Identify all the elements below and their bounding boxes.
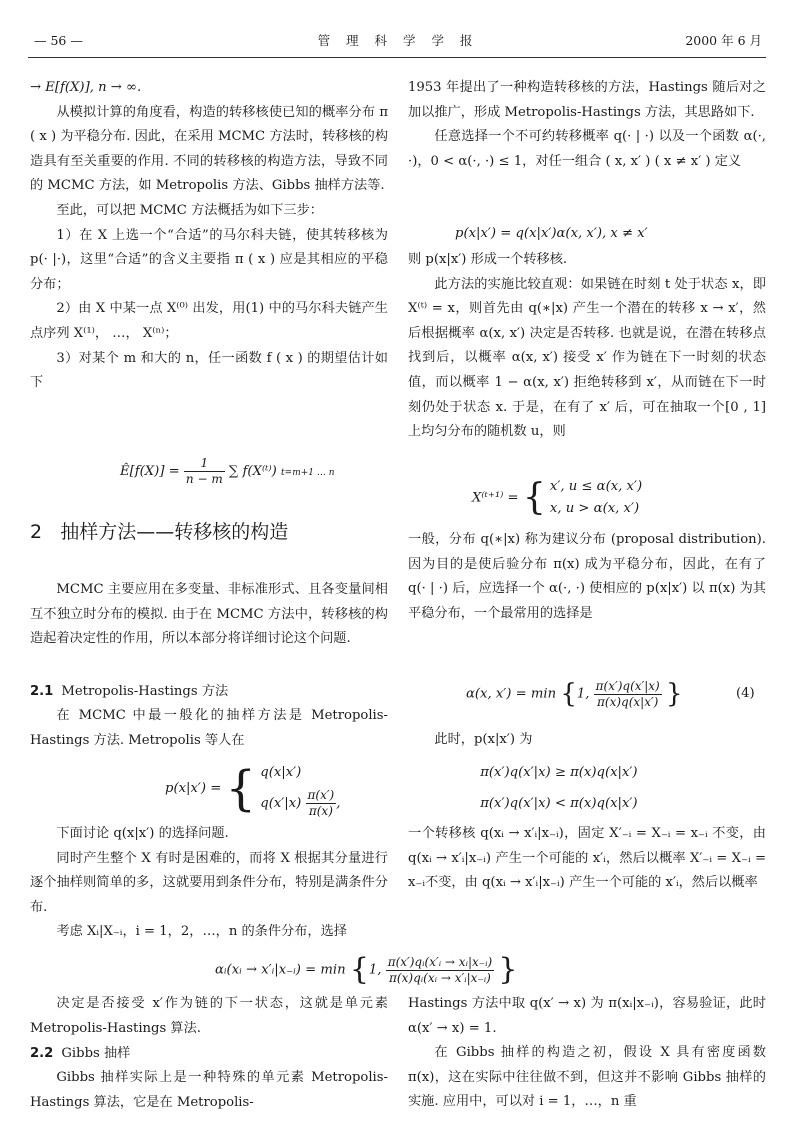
- left-column-mh: [30, 704, 388, 753]
- paragraph: 在 MCMC 中最一般化的抽样方法是 Metropolis-Hastings 方法. Metropolis 等人在: [30, 708, 388, 748]
- paragraph: Gibbs 抽样实际上是一种特殊的单元素 Metropolis-Hastings 算法，它是在 Metropolis-: [30, 1070, 388, 1110]
- paragraph: → E[f(X)], n → ∞.: [30, 80, 142, 95]
- summation-limits: t=m+1 … n: [281, 468, 335, 478]
- subsection-heading: 2.1 Metropolis-Hastings 方法: [30, 684, 229, 699]
- paragraph: 至此，可以把 MCMC 方法概括为如下三步：: [56, 202, 323, 218]
- journal-title: 管 理 科 学 学 报: [317, 33, 479, 48]
- left-column-lower: [30, 822, 388, 945]
- page-number: — 56 —: [34, 33, 83, 48]
- paragraph: 此时，p(x|x′) 为: [434, 732, 533, 747]
- section-heading: 2 抽样方法——转移核的构造: [30, 521, 289, 543]
- equation-number: (4): [736, 686, 755, 701]
- fraction: $\frac{\pi(x')q(x'|x)}{\pi(x)q(x|x')}$: [595, 678, 660, 709]
- paragraph: 一个转移核 q(xᵢ → x′ᵢ|x₋ᵢ)，固定 X′₋ᵢ = X₋ᵢ = x₋ᵢ 不变，由 q(xᵢ → x′ᵢ|x₋ᵢ) 产生一个可能的 x′ᵢ，然后以概率 X′₋ᵢ = X₋ᵢ = x₋ᵢ不变，由 q(xᵢ → x′ᵢ|x₋ᵢ) 产生一个可能的 x′ᵢ，然后以概率: [408, 826, 766, 891]
- left-column-section2: [30, 578, 388, 652]
- subsection-heading: 2.2 Gibbs 抽样: [30, 1046, 131, 1061]
- paragraph: 1953 年提出了一种构造转移核的方法，Hastings 随后对之加以推广，形成 Metropolis-Hastings 方法，其思路如下.: [408, 80, 766, 120]
- estimator-equation: [120, 456, 335, 487]
- paragraph: 在 Gibbs 抽样的构造之初，假设 X 具有密度函数 π(x)，这在实际中往往做不到，但这并不影响 Gibbs 抽样的实施. 应用中，可以对 i = 1，…，n 重: [408, 1045, 766, 1110]
- paragraph: MCMC 主要应用在多变量、非标准形式、且各变量间相互不独立时分布的模拟. 由于在 MCMC 方法中，转移核的构造起着决定性的作用，所以本部分将详细讨论这个问题.: [30, 582, 388, 647]
- update-rule-equation: X⁽ᵗ⁺¹⁾ = { x′, u ≤ α(x, x′) x, u > α(x, x′): [472, 477, 643, 518]
- header-rule: [28, 57, 766, 58]
- list-item: 3）对某个 m 和大的 n，任一函数 f ( x ) 的期望估计如下: [30, 350, 388, 391]
- right-column: [408, 76, 766, 174]
- paragraph: 决定是否接受 x′作为链的下一状态，这就是单元素 Metropolis-Hastings 算法.: [30, 996, 388, 1036]
- single-component-acceptance-equation: αᵢ(xᵢ → x′ᵢ|x₋ᵢ) = min {1, $\frac{\text{π(x′)qᵢ(x′ᵢ → xᵢ|x₋ᵢ)}}{\text{π(x)qᵢ(xᵢ → x′ᵢ|x₋ᵢ)}}$ }: [215, 952, 518, 987]
- paragraph: 任意选择一个不可约转移概率 q(· | ·) 以及一个函数 α(·, ·)，0 < α(·, ·) ≤ 1，对任一组合 ( x, x′ ) ( x ≠ x′ ) 定义: [408, 129, 766, 169]
- left-column-bottom: [30, 992, 388, 1041]
- equation-lhs: Ê[f(X)] =: [120, 464, 180, 479]
- right-column-then: [408, 728, 766, 753]
- fraction: $\frac{\text{π(x′)qᵢ(x′ᵢ → xᵢ|x₋ᵢ)}}{\text{π(x)qᵢ(xᵢ → x′ᵢ|x₋ᵢ)}}$: [387, 954, 493, 985]
- right-column-cont: [408, 248, 766, 445]
- right-column-proposal: [408, 528, 766, 626]
- paragraph: 此方法的实施比较直观：如果链在时刻 t 处于状态 x，即 X⁽ᵗ⁾ = x，则首先由 q(∗|x) 产生一个潜在的转移 x → x′，然后根据概率 α(x, x′) 决定是否转移. 也就是说，在潜在转移点找到后，以概率 α(x, x′) 接受 x′ 作为链在下一时刻的状态值，而以概率 1 − α(x, x′) 拒绝转移到 x′，从而链在下一时刻仍处于状态 x. 于是，在有了 x′ 后，可在抽取一个[0 , 1] 上均匀分布的随机数 u，则: [408, 276, 766, 440]
- kernel-piecewise-equation: p(x|x′) = { q(x|x′) π(x′)q(x′|x) ≥ π(x)q(x|x′) q(x′|x) $\frac{\pi(x')}{\pi(x)}$ , π(x′)q(x′|x) < π(x)q(x|x′): [165, 760, 638, 818]
- list-item: 1）在 X 上选一个“合适”的马尔科夫链，使其转移核为 p(· |·)，这里“合适”的含义主要指 π ( x ) 应是其相应的平稳分布；: [30, 227, 388, 292]
- paragraph: Hastings 方法中取 q(x′ → x) 为 π(xᵢ|x₋ᵢ)，容易验证，此时 α(x′ → x) = 1.: [408, 996, 766, 1036]
- fraction: $\frac{1}{n - m}$: [185, 456, 223, 486]
- list-item: 2）由 X 中某一点 X⁽⁰⁾ 出发，用(1) 中的马尔科夫链产生点序列 X⁽¹⁾， …， X⁽ⁿ⁾；: [30, 301, 388, 341]
- paragraph: 同时产生整个 X 有时是困难的，而将 X 根据其分量进行逐个抽样则简单的多，这就要用到条件分布，特别是满条件分布.: [30, 850, 388, 915]
- summation: ∑ f(X⁽ᵗ⁾): [228, 464, 277, 479]
- right-column-lower: [408, 822, 766, 896]
- acceptance-equation: α(x, x′) = min {1, $\frac{\pi(x')q(x'|x)}{\pi(x)q(x|x')}$ }: [466, 678, 683, 709]
- right-column-bottom: [408, 992, 766, 1115]
- paragraph: 下面讨论 q(x|x′) 的选择问题.: [56, 826, 229, 841]
- paragraph: 从模拟计算的角度看，构造的转移核使已知的概率分布 π ( x ) 为平稳分布. 因此，在采用 MCMC 方法时，转移核的构造具有至关重要的作用. 不同的转移核的构造方法，导致不同的 MCMC 方法，如 Metropolis 方法、Gibbs 抽样方法等.: [30, 104, 389, 194]
- left-column: [30, 76, 388, 396]
- running-header: [34, 30, 762, 52]
- transition-kernel-equation: p(x|x′) = q(x|x′)α(x, x′), x ≠ x′: [455, 226, 648, 241]
- paragraph: 考虑 Xᵢ|X₋ᵢ，i = 1，2，…，n 的条件分布，选择: [56, 924, 347, 940]
- issue-date: 2000 年 6 月: [685, 33, 762, 48]
- paragraph: 则 p(x|x′) 形成一个转移核.: [408, 252, 568, 267]
- left-column-gibbs: [30, 1066, 388, 1115]
- fraction: $\frac{\pi(x')}{\pi(x)}$: [307, 788, 335, 818]
- paragraph: 一般，分布 q(∗|x) 称为建议分布 (proposal distribution). 因为目的是使后验分布 π(x) 成为平稳分布，因此，在有了 q(· | ·) 后，应选择一个 α(·, ·) 使相应的 p(x|x′) 以 π(x) 为其平稳分布，一个最常用的选择是: [408, 532, 766, 621]
